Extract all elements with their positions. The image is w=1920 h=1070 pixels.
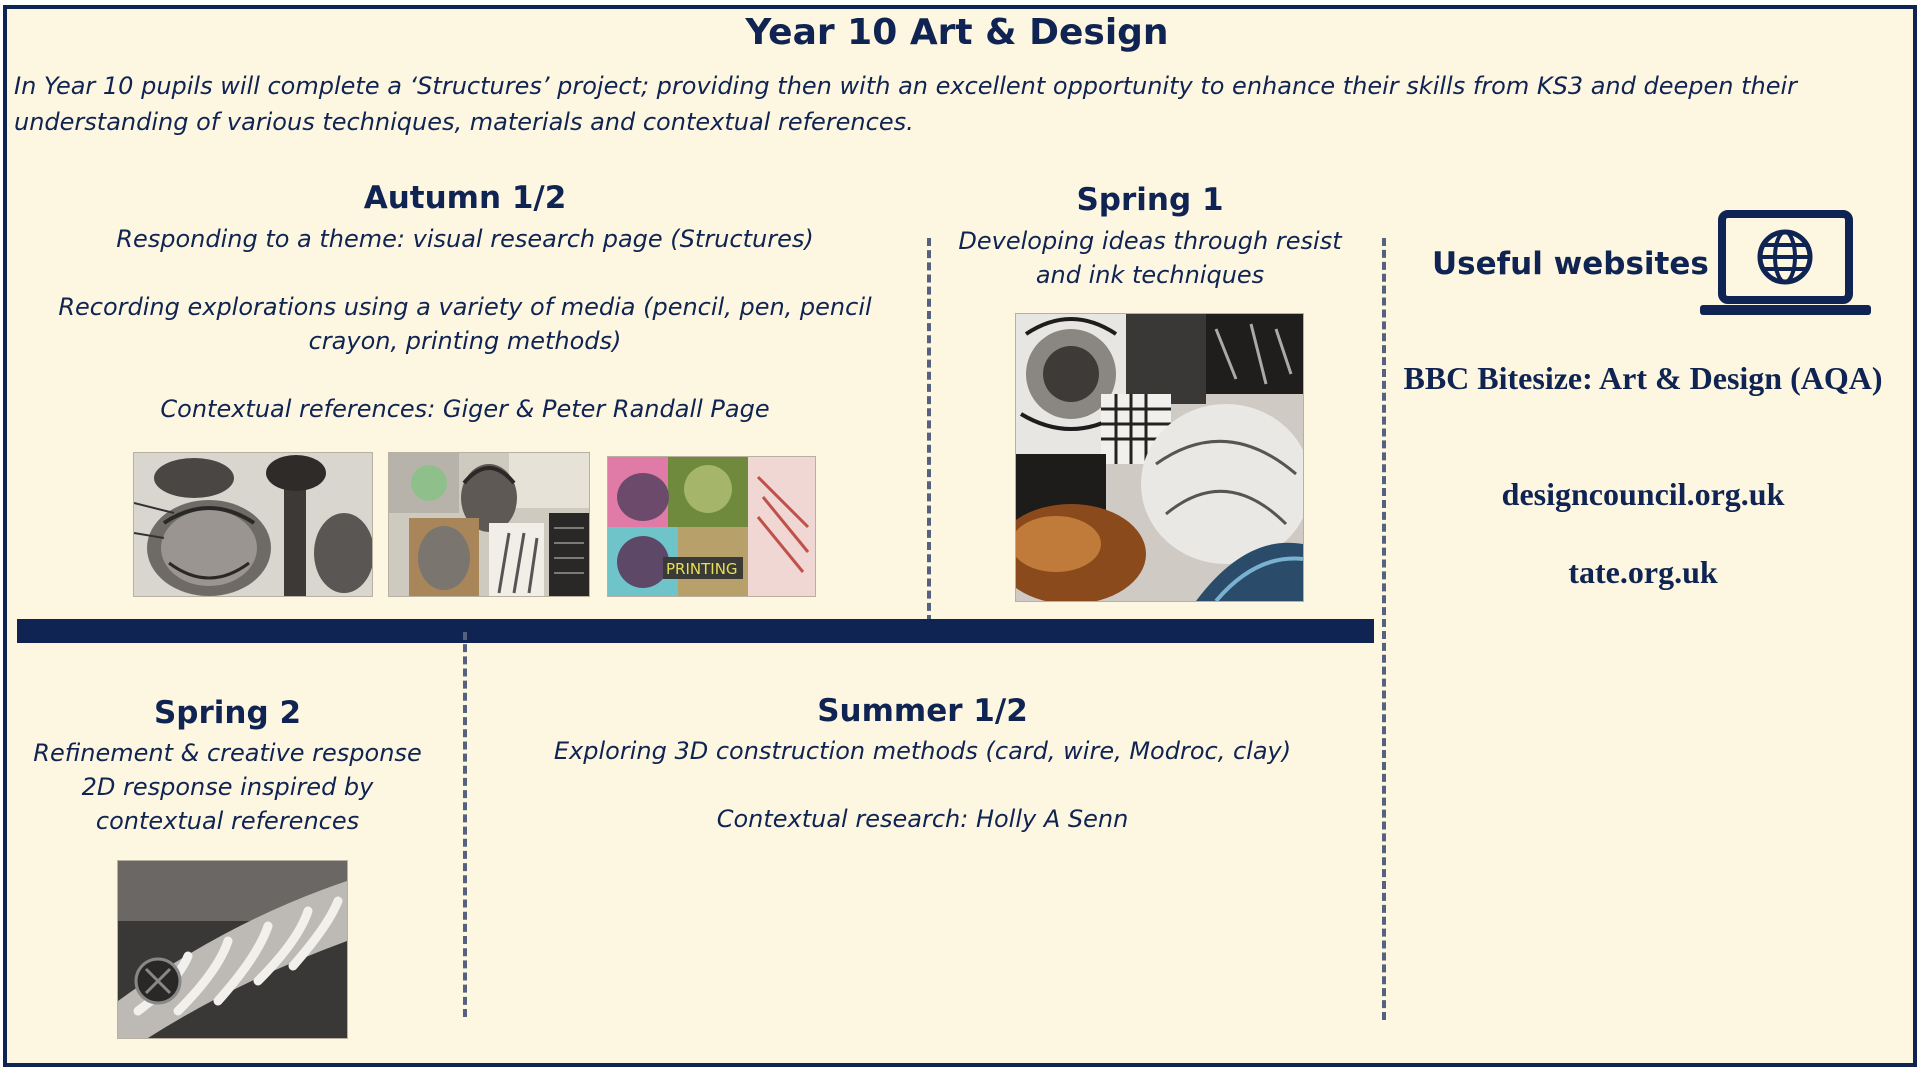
divider-spring2-summer (463, 632, 467, 1017)
spring1-text: Developing ideas through resist and ink techniques (958, 227, 1342, 289)
spring2-line-1: Refinement & creative response (33, 739, 422, 767)
autumn-line-3: Contextual references: Giger & Peter Randall Page (160, 395, 770, 423)
summer-line-1: Exploring 3D construction methods (card, wire, Modroc, clay) (553, 737, 1292, 765)
spring1-artwork-image (1015, 313, 1304, 602)
website-link-designcouncil[interactable]: designcouncil.org.uk (1501, 476, 1785, 512)
website-link-tate[interactable]: tate.org.uk (1568, 554, 1718, 590)
spring2-line-2: 2D response inspired by contextual references (81, 773, 374, 835)
websites-heading: Useful websites (1432, 246, 1709, 282)
autumn-artwork-poppy-image (133, 452, 373, 597)
page-title: Year 10 Art & Design (745, 12, 1169, 53)
spring1-heading: Spring 1 (1076, 182, 1224, 218)
spring2-artwork-image (117, 860, 348, 1039)
autumn-line-1: Responding to a theme: visual research page (Structures) (116, 225, 814, 253)
autumn-artwork-printing-collage-image (607, 456, 816, 597)
divider-websites (1382, 238, 1386, 1020)
printing-label: PRINTING (666, 560, 738, 578)
intro-text: In Year 10 pupils will complete a ‘Structures’ project; providing then with an excellent opportunity to enhance their skills from KS3 and deepen their understanding of various techniques, materials and contextual references. (14, 72, 1798, 136)
autumn-artwork-heart-collage-image (388, 452, 590, 597)
website-link-bbc-bitesize[interactable]: BBC Bitesize: Art & Design (AQA) (1403, 360, 1883, 396)
autumn-line-2: Recording explorations using a variety of media (pencil, pen, pencil crayon, printing methods) (58, 293, 872, 355)
spring2-heading: Spring 2 (153, 695, 302, 731)
summer-line-2: Contextual research: Holly A Senn (716, 805, 1129, 833)
autumn-heading: Autumn 1/2 (363, 180, 567, 216)
summer-heading: Summer 1/2 (817, 693, 1028, 729)
divider-autumn-spring1 (927, 238, 931, 623)
timeline-divider-bar (17, 619, 1374, 643)
laptop-globe-icon (1698, 210, 1873, 320)
